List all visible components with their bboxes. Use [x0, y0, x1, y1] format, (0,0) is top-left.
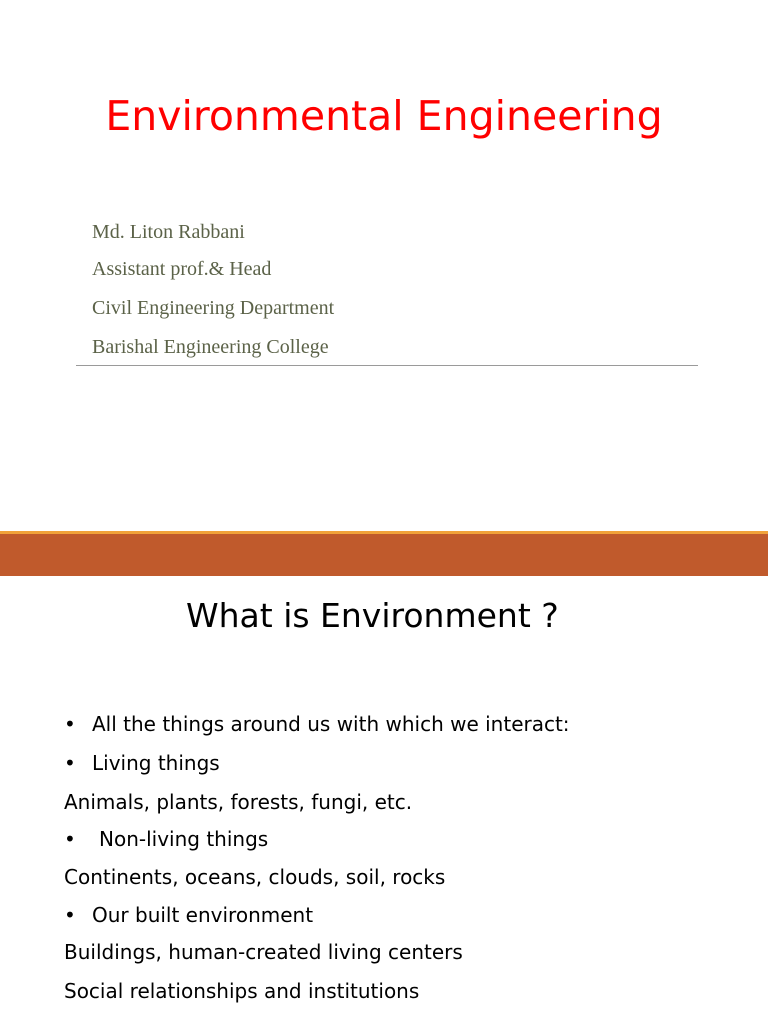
- list-subitem: Social relationships and institutions: [64, 979, 420, 1003]
- bullet-icon: •: [64, 827, 76, 851]
- bullet-icon: •: [64, 751, 76, 775]
- list-subitem: Buildings, human-created living centers: [64, 940, 463, 964]
- bullet-icon: •: [64, 712, 76, 736]
- content-slide: [0, 576, 768, 1024]
- author-institution: Barishal Engineering College: [92, 336, 329, 358]
- author-position: Assistant prof.& Head: [92, 258, 272, 280]
- slide-separator-band: [0, 534, 768, 576]
- list-subitem: Continents, oceans, clouds, soil, rocks: [64, 865, 446, 889]
- list-item: Non-living things: [99, 827, 269, 851]
- slide-title: What is Environment ?: [186, 596, 559, 635]
- author-name: Md. Liton Rabbani: [92, 221, 245, 243]
- slide-title: Environmental Engineering: [105, 92, 663, 140]
- bullet-icon: •: [64, 903, 76, 927]
- list-subitem: Animals, plants, forests, fungi, etc.: [64, 790, 413, 814]
- divider-line: [76, 365, 698, 366]
- list-item: All the things around us with which we interact:: [92, 712, 570, 736]
- list-item: Living things: [92, 751, 220, 775]
- list-item: Our built environment: [92, 903, 314, 927]
- author-department: Civil Engineering Department: [92, 297, 335, 319]
